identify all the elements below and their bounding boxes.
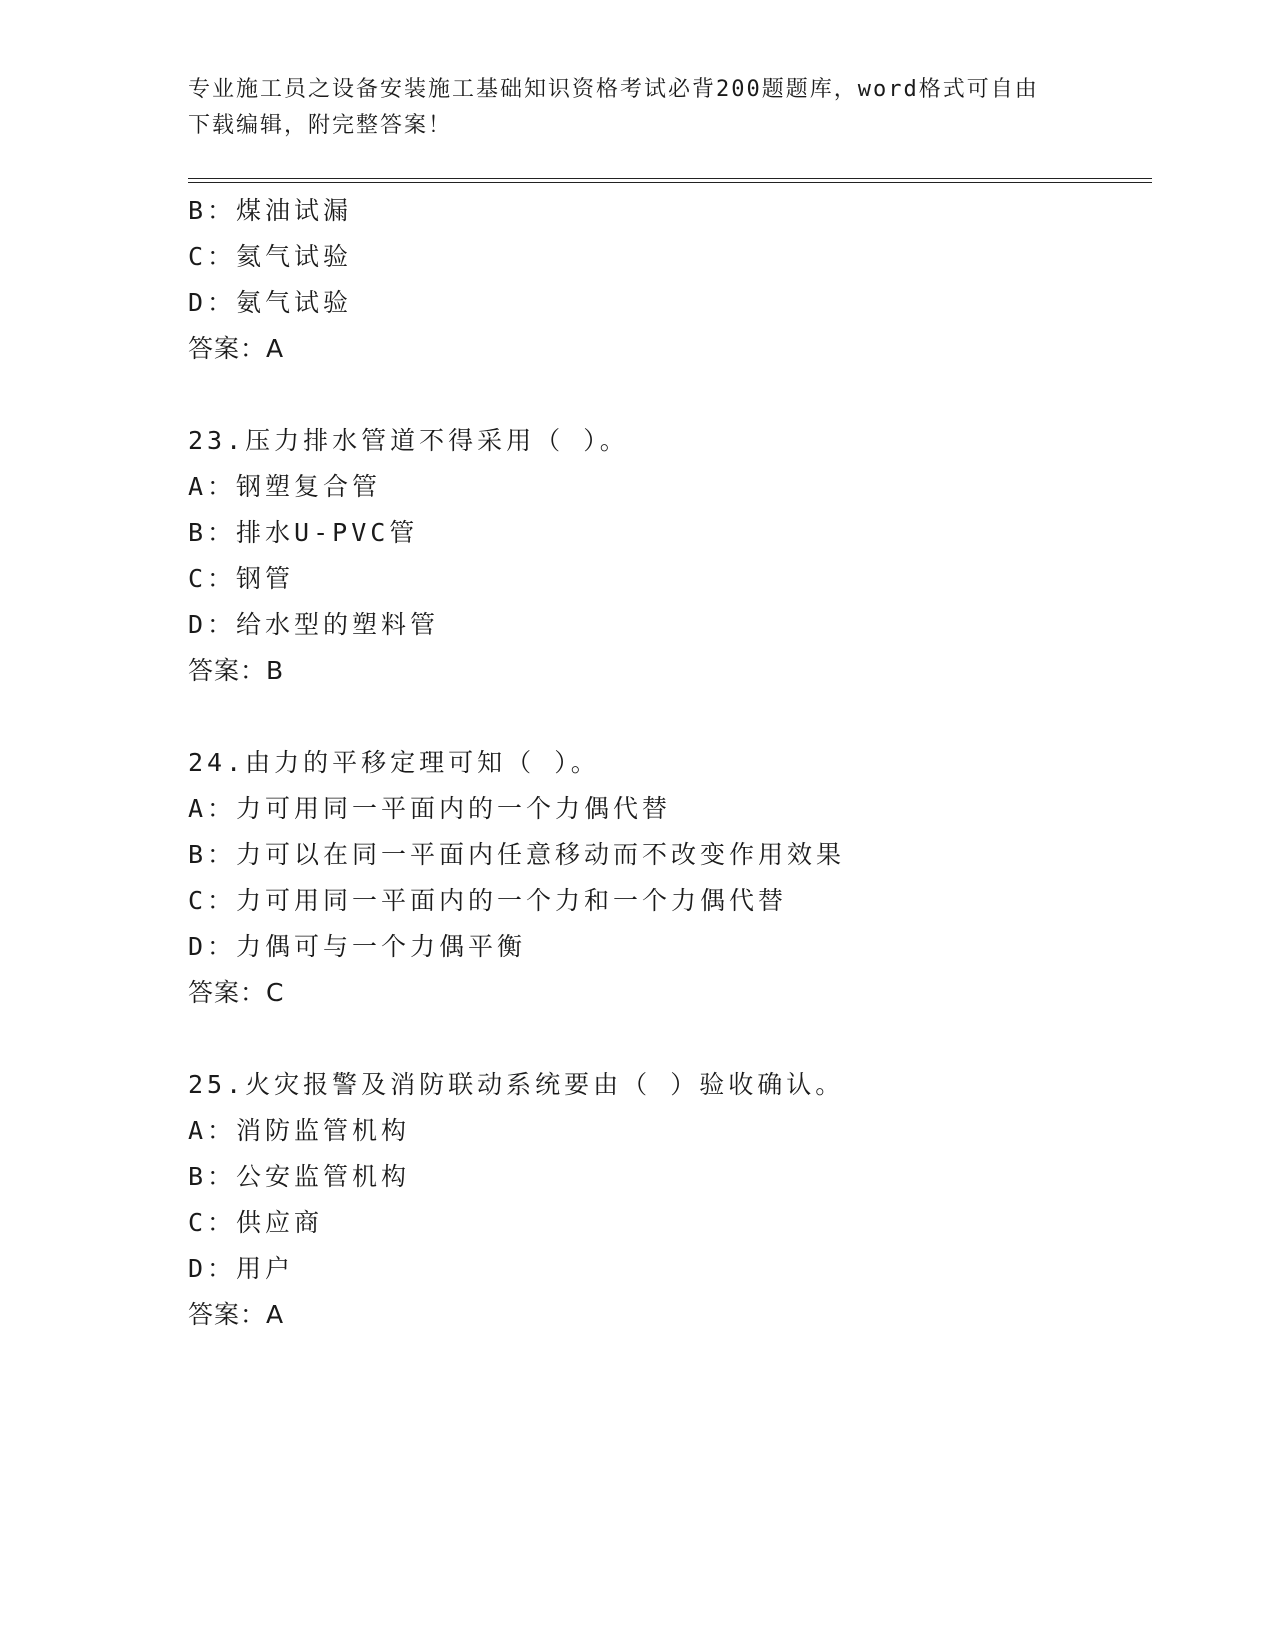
- answer: 答案：A: [188, 334, 285, 363]
- spacer: [188, 372, 1152, 418]
- option-d: D：给水型的塑料管: [188, 610, 440, 639]
- option-b: B：煤油试漏: [188, 196, 353, 225]
- partial-question: [188, 188, 1152, 372]
- spacer: [188, 694, 1152, 740]
- option-c: C：力可用同一平面内的一个力和一个力偶代替: [188, 886, 788, 915]
- option-a: A：消防监管机构: [188, 1116, 411, 1145]
- option-d: D：力偶可与一个力偶平衡: [188, 932, 527, 961]
- option-d: D：氨气试验: [188, 288, 353, 317]
- spacer: [188, 1016, 1152, 1062]
- option-b: B：力可以在同一平面内任意移动而不改变作用效果: [188, 840, 846, 869]
- option-b: B：排水U-PVC管: [188, 518, 419, 547]
- question-23: [188, 418, 1152, 694]
- question-25: [188, 1062, 1152, 1338]
- option-a: A：钢塑复合管: [188, 472, 382, 501]
- header-divider: [188, 178, 1152, 183]
- question-stem: 23.压力排水管道不得采用（ ）。: [188, 426, 629, 455]
- question-list: [188, 188, 1152, 1338]
- question-24: [188, 740, 1152, 1016]
- option-b: B：公安监管机构: [188, 1162, 411, 1191]
- document-header: [188, 72, 1068, 144]
- answer: 答案：A: [188, 1300, 285, 1329]
- option-a: A：力可用同一平面内的一个力偶代替: [188, 794, 672, 823]
- header-title-line-2: 下载编辑，附完整答案！: [188, 113, 453, 138]
- option-d: D：用户: [188, 1254, 295, 1283]
- question-stem: 24.由力的平移定理可知（ ）。: [188, 748, 600, 777]
- option-c: C：钢管: [188, 564, 295, 593]
- answer: 答案：B: [188, 656, 285, 685]
- answer: 答案：C: [188, 978, 285, 1007]
- header-title-line-1: 专业施工员之设备安装施工基础知识资格考试必背200题题库，word格式可自由: [188, 77, 1039, 102]
- option-c: C：氦气试验: [188, 242, 353, 271]
- question-stem: 25.火灾报警及消防联动系统要由（ ）验收确认。: [188, 1070, 845, 1099]
- option-c: C：供应商: [188, 1208, 324, 1237]
